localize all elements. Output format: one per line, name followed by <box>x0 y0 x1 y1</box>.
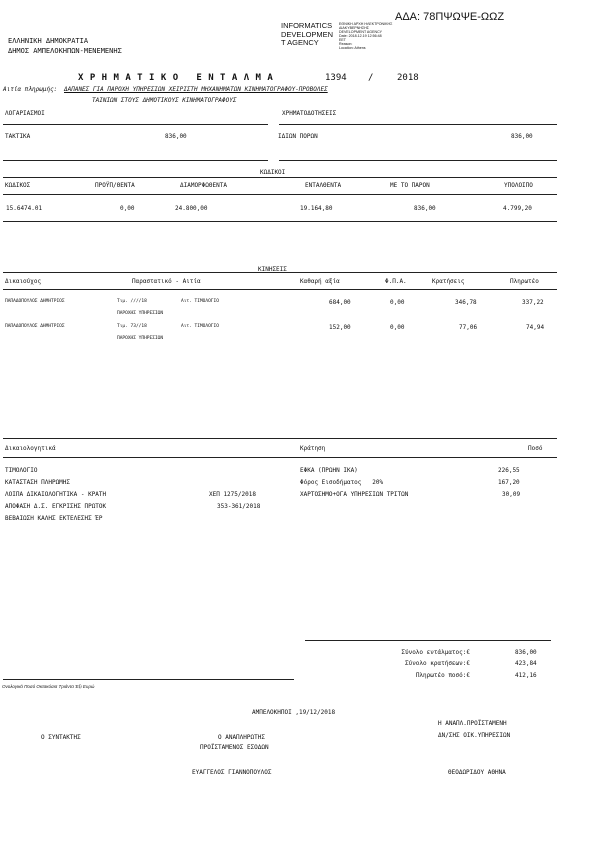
codes-title: ΚΩΔΙΚΟΙ <box>260 169 286 176</box>
divider <box>305 640 551 641</box>
deductions-value: 77,06 <box>459 324 478 331</box>
logo-line-1: INFORMATICS <box>281 21 333 30</box>
logo-line-2: DEVELOPMEN <box>281 29 334 39</box>
sig-detail: DEVELOPMENT AGENCY <box>339 30 383 34</box>
deduction-name: ΕΦΚΑ (ΠΡΩΗΝ ΙΚΑ) <box>300 467 358 474</box>
deduction-name: Φόρος Εισοδήματος 20% <box>300 479 384 486</box>
total-payable-value: 412,16 <box>515 672 537 679</box>
divider <box>279 124 557 125</box>
divider <box>3 289 557 290</box>
sig-detail: Location: Athens <box>339 46 366 50</box>
logo-line-3: T AGENCY <box>281 38 319 47</box>
deduction-header: Κράτηση <box>300 445 326 452</box>
vat-value: 0,00 <box>390 299 405 306</box>
divider <box>279 160 557 161</box>
mov-header-payable: Πληρωτέο <box>510 278 539 285</box>
codes-header-formed: ΔΙΑΜΟΡΦΩΘΕΝΤΑ <box>180 182 227 189</box>
supporting-doc: ΑΠΟΦΑΣΗ Δ.Σ. ΕΓΚΡΙΣΗΣ ΠΡΩΤΟΚ <box>5 503 107 510</box>
sig-detail: Reason: <box>339 42 353 46</box>
deductions-value: 346,78 <box>455 299 477 306</box>
sig-detail: Date: 2018.12.19 12:56:48 <box>339 34 382 38</box>
issuer-line-1: ΕΛΛΗΝΙΚΗ ΔΗΜΟΚΡΑΤΙΑ <box>8 37 89 45</box>
sig-detail: EET <box>339 38 346 42</box>
mov-header-beneficiary: Δικαιούχος <box>5 278 42 285</box>
checker-title: Ο ΑΝΑΠΛΗΡΩΤΗΣ <box>218 734 265 741</box>
title-separator: / <box>368 73 374 83</box>
accounts-value: 836,00 <box>165 133 187 140</box>
checker-subtitle: ΠΡΟΪΣΤΑΜΕΝΟΣ ΕΣΟΔΩΝ <box>200 744 269 751</box>
mov-header-document: Παραστατικό - Αιτία <box>132 278 201 285</box>
head-subtitle: ΔΝ/ΣΗΣ ΟΙΚ.ΥΠΗΡΕΣΙΩΝ <box>438 732 511 739</box>
ada-number: ΑΔΑ: 78ΠΨΩΨΕ-ΩΩΖ <box>395 11 505 23</box>
net-value: 152,00 <box>329 324 351 331</box>
place-date: ΑΜΠΕΛΟΚΗΠΟΙ ,19/12/2018 <box>252 709 336 716</box>
divider <box>3 194 557 195</box>
remaining-value: 4.799,20 <box>503 205 532 212</box>
divider <box>3 160 268 161</box>
amount-header: Ποσό <box>528 445 543 452</box>
checker-name: ΕΥΑΓΓΕΛΟΣ ΓΙΑΝΝΟΠΟΥΛΟΣ <box>192 769 272 776</box>
doc-cause-cont: ΠΑΡΟΧΗΣ ΥΠΗΡΕΣΙΩΝ <box>117 336 164 341</box>
beneficiary: ΠΑΠΑΔΟΠΟΥΛΟΣ ΔΗΜΗΤΡΙΟΣ <box>5 299 65 304</box>
total-order-value: 836,00 <box>515 649 537 656</box>
payable-value: 74,94 <box>526 324 545 331</box>
head-name: ΘΕΟΔΩΡΙΔΟΥ ΑΘΗΝΑ <box>448 769 506 776</box>
codes-header-remaining: ΥΠΟΛΟΙΠΟ <box>504 182 533 189</box>
supporting-doc-ref: 353-361/2018 <box>217 503 261 510</box>
deduction-amount: 167,20 <box>498 479 520 486</box>
funding-label: ΙΔΙΩΝ ΠΟΡΩΝ <box>278 133 318 140</box>
doc-cause: Αιτ. ΤΙΜΟΛΟΓΙΟ <box>181 299 219 304</box>
budgeted-value: 0,00 <box>120 205 135 212</box>
amount-in-words: Ονολογικά Ποσό Οκτακόσια Τριάντα Έξι Ευρώ <box>2 684 95 689</box>
movements-title: ΚΙΝΗΣΕΙΣ <box>258 266 287 273</box>
codes-header-budgeted: ΠΡΟΫΠ/ΘΕΝΤΑ <box>95 182 135 189</box>
divider <box>3 177 557 178</box>
ordered-value: 19.164,80 <box>300 205 333 212</box>
codes-header-ordered: ΕΝΤΑΛΘΕΝΤΑ <box>305 182 342 189</box>
divider <box>3 679 294 680</box>
sig-detail: ΔΙΑΚΥΒΕΡΝΗΣΗΣ <box>339 26 370 30</box>
divider <box>3 221 557 222</box>
divider <box>3 272 557 273</box>
supporting-doc: ΤΙΜΟΛΟΓΙΟ <box>5 467 38 474</box>
issuer-line-2: ΔΗΜΟΣ ΑΜΠΕΛΟΚΗΠΩΝ-ΜΕΝΕΜΕΝΗΣ <box>8 47 122 55</box>
formed-value: 24.800,00 <box>175 205 208 212</box>
doc-cause: Αιτ. ΤΙΜΟΛΟΓΙΟ <box>181 324 219 329</box>
accounts-header: ΛΟΓΑΡΙΑΣΜΟΙ <box>5 110 45 117</box>
total-order-label: Σύνολο εντάλματος:€ <box>401 649 470 656</box>
total-deductions-label: Σύνολο κρατήσεων:€ <box>404 660 470 667</box>
codes-header-current: ΜΕ ΤΟ ΠΑΡΟΝ <box>390 182 430 189</box>
mov-header-vat: Φ.Π.Α. <box>385 278 407 285</box>
cause-line-1: ΔΑΠΑΝΕΣ ΓΙΑ ΠΑΡΟΧΗ ΥΠΗΡΕΣΙΩΝ ΧΕΙΡΙΣΤΗ ΜΗΧΑΝΗΜΑΤΩΝ ΚΙΝΗΜΑΤΟΓΡΑΦΟΥ-ΠΡΟΒΟΛΕΣ <box>64 86 328 93</box>
cause-line-2: ΤΑΙΝΙΩΝ ΣΤΟΥΣ ΔΗΜΟΤΙΚΟΥΣ ΚΙΝΗΜΑΤΟΓΡΑΦΟΥΣ <box>92 97 237 104</box>
doc-cause-cont: ΠΑΡΟΧΗΣ ΥΠΗΡΕΣΙΩΝ <box>117 311 164 316</box>
supporting-doc: ΚΑΤΑΣΤΑΣΗ ΠΛΗΡΩΜΗΣ <box>5 479 71 486</box>
mov-header-deductions: Κρατήσεις <box>432 278 465 285</box>
composer-title: Ο ΣΥΝΤΑΚΤΗΣ <box>41 734 81 741</box>
divider <box>3 438 557 439</box>
supporting-header: Δικαιολογητικά <box>5 445 56 452</box>
funding-value: 836,00 <box>511 133 533 140</box>
head-title: Η ΑΝΑΠΛ.ΠΡΟΪΣΤΑΜΕΝΗ <box>438 720 507 727</box>
beneficiary: ΠΑΠΑΔΟΠΟΥΛΟΣ ΔΗΜΗΤΡΙΟΣ <box>5 324 65 329</box>
deduction-amount: 30,09 <box>502 491 521 498</box>
payable-value: 337,22 <box>522 299 544 306</box>
document-title: Χ Ρ Η Μ Α Τ Ι Κ Ο Ε Ν Τ Α Λ Μ Α <box>78 73 274 83</box>
sig-detail: ΕΘΝΙΚΗ ΑΡΧΗ ΗΛΕΚΤΡΟΝΙΚΗΣ <box>339 22 393 26</box>
funding-header: ΧΡΗΜΑΤΟΔΟΤΗΣΕΙΣ <box>282 110 337 117</box>
net-value: 684,00 <box>329 299 351 306</box>
total-payable-label: Πληρωτέο ποσό:€ <box>415 672 470 679</box>
supporting-doc: ΛΟΙΠΑ ΔΙΚΑΙΟΛΟΓΗΤΙΚΑ - ΚΡΑΤΗ <box>5 491 107 498</box>
divider <box>3 124 268 125</box>
doc-ref: Τιμ. 73//18 <box>117 324 147 329</box>
supporting-doc: ΒΕΒΑΙΩΣΗ ΚΑΛΗΣ ΕΚΤΕΛΕΣΗΣ ΈΡ <box>5 515 103 522</box>
accounts-label: ΤΑΚΤΙΚΑ <box>5 133 31 140</box>
doc-ref: Τιμ. ////18 <box>117 299 147 304</box>
document-year: 2018 <box>397 73 419 83</box>
mov-header-net: Καθαρή αξία <box>300 278 340 285</box>
deduction-amount: 226,55 <box>498 467 520 474</box>
signature-details <box>339 22 392 50</box>
current-value: 836,00 <box>414 205 436 212</box>
document-number: 1394 <box>325 73 347 83</box>
signature-logo <box>281 22 333 48</box>
supporting-doc-ref: ΧΕΠ 1275/2018 <box>209 491 256 498</box>
deduction-name: ΧΑΡΤΟΣΗΜΟ+ΟΓΑ ΥΠΗΡΕΣΙΩΝ ΤΡΙΤΩΝ <box>300 491 409 498</box>
cause-label: Αιτία πληρωμής: <box>3 86 58 93</box>
vat-value: 0,00 <box>390 324 405 331</box>
codes-header-code: ΚΩΔΙΚΟΣ <box>5 182 31 189</box>
total-deductions-value: 423,84 <box>515 660 537 667</box>
divider <box>3 457 557 458</box>
code-value: 15.6474.01 <box>6 205 43 212</box>
